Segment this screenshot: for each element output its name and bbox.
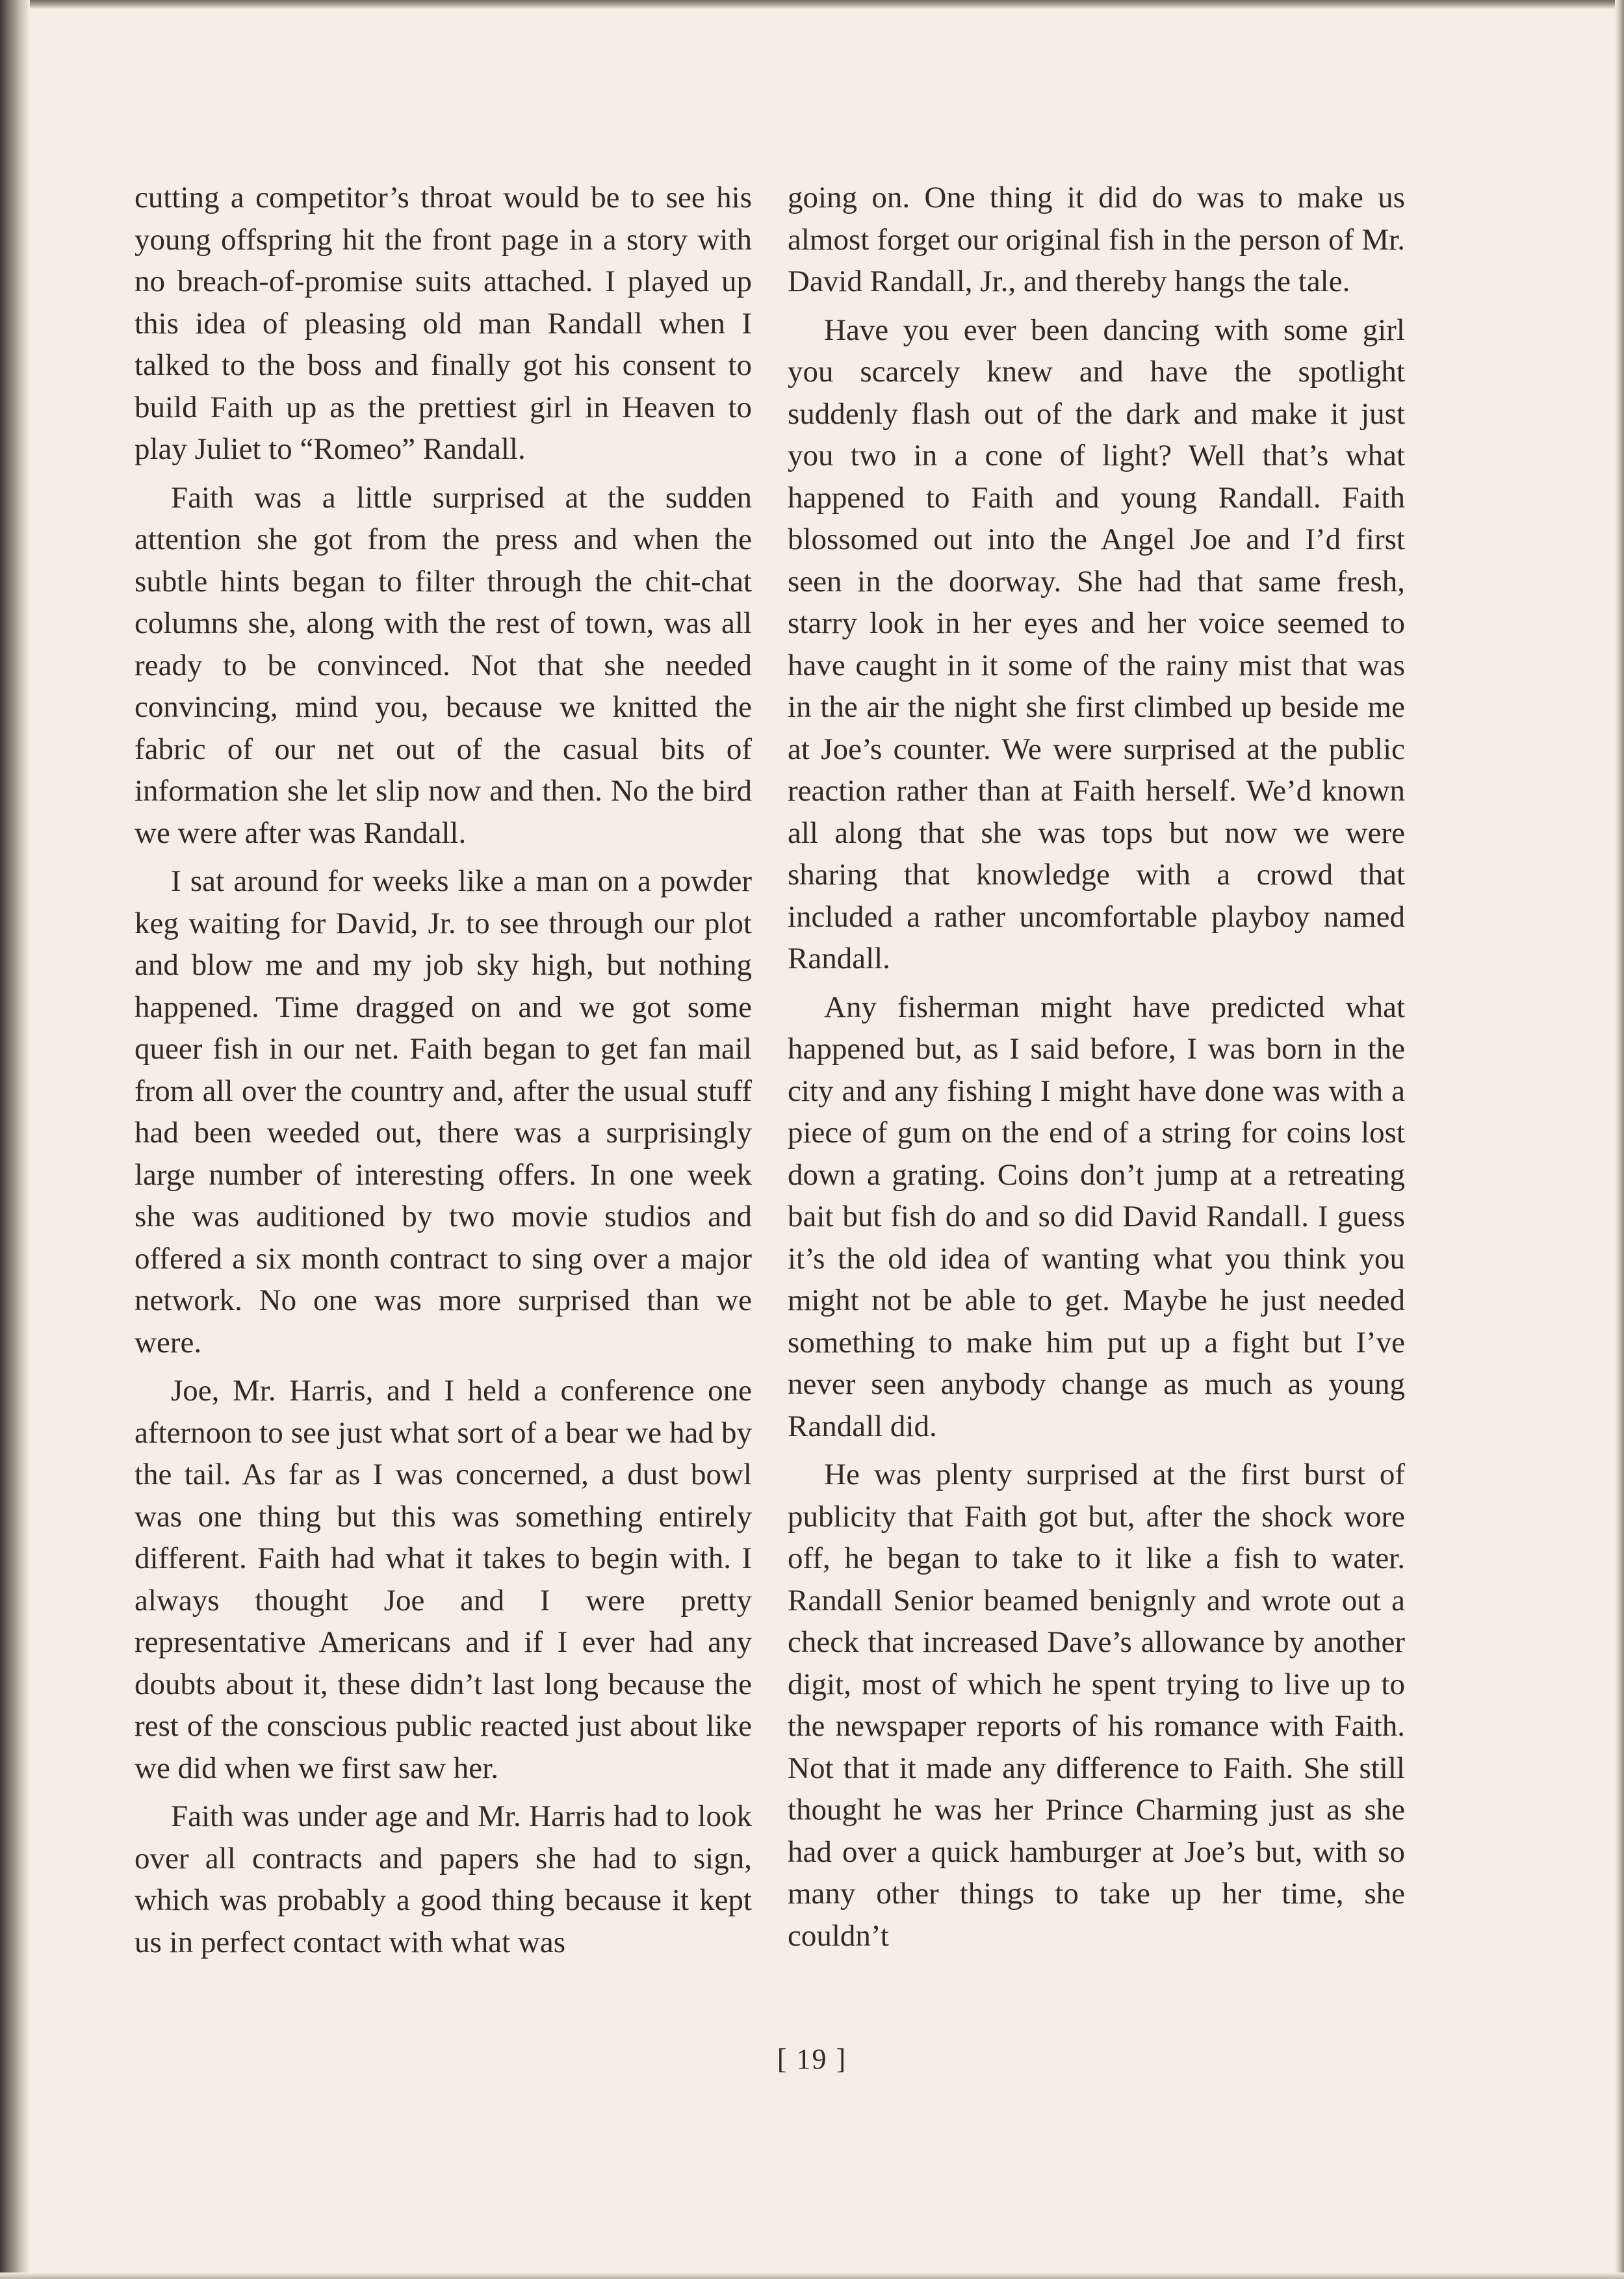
paragraph: Any fisherman might have predicted what happened but, as I said before, I was born in the city and any fishing I might have done was with a piece of gum on the end of a string for coins lost down a grating. Coins don’t jump at a retreating bait but fish do and so did David Randall. I guess it’s the old idea of wanting what you think you might not be able to get. Maybe he just needed something to make him put up a fight but I’ve never seen anybody change as much as young Randall did. <box>788 990 1405 1443</box>
paragraph: He was plenty surprised at the first burst of publicity that Faith got but, after the shock wore off, he began to take to it like a fish to water. Randall Senior beamed benignly and wrote out a check that increased Dave’s allowance by another digit, most of which he spent trying to live up to the newspaper reports of his romance with Faith. Not that it made any difference to Faith. She still thought he was her Prince Charming just as she had over a quick hamburger at Joe’s but, with so many other things to take up her time, she couldn’t <box>788 1458 1405 1953</box>
paragraph: I sat around for weeks like a man on a powder keg waiting for David, Jr. to see through our plot and blow me and my job sky high, but nothing happened. Time dragged on and we got some queer fish in our net. Faith began to get fan mail from all over the country and, after the usual stuff had been weeded out, there was a surprisingly large number of interesting offers. In one week she was auditioned by two movie studios and offered a six month contract to sing over a major network. No one was more surprised than we were. <box>135 864 752 1359</box>
paragraph: Faith was under age and Mr. Harris had to look over all contracts and papers she had to sign, which was probably a good thing because it kept us in perfect contact with what was <box>135 1799 752 1959</box>
paragraph: cutting a competitor’s throat would be to see his young offspring hit the front page in a story with no breach-of-promise suits attached. I played up this idea of pleasing old man Randall when I talked to the boss and finally got his consent to build Faith up as the prettiest girl in Heaven to play Juliet to “Romeo” Randall. <box>135 181 752 466</box>
page-bottom-edge <box>0 2273 1624 2279</box>
paragraph: Joe, Mr. Harris, and I held a conference one afternoon to see just what sort of a bear we had by the tail. As far as I was concerned, a dust bowl was one thing but this was something entirely different. Faith had what it takes to begin with. I always thought Joe and I were pretty representative Americans and if I ever had any doubts about it, these didn’t last long because the rest of the conscious public reacted just about like we did when we first saw her. <box>135 1374 752 1785</box>
right-text-column <box>788 177 1405 1957</box>
left-text-column <box>135 177 752 1963</box>
page-top-shadow <box>0 0 1624 9</box>
paragraph: Faith was a little surprised at the sudden attention she got from the press and when the subtle hints began to filter through the chit-chat columns she, along with the rest of town, was all ready to be convinced. Not that she needed convincing, mind you, because we knitted the fabric of our net out of the casual bits of information she let slip now and then. No the bird we were after was Randall. <box>135 480 752 850</box>
page-binding-shadow <box>0 0 30 2279</box>
paragraph: Have you ever been dancing with some girl you scarcely knew and have the spotlight suddenly flash out of the dark and make it just you two in a cone of light? Well that’s what happened to Faith and young Randall. Faith blossomed out into the Angel Joe and I’d first seen in the doorway. She had that same fresh, starry look in her eyes and her voice seemed to have caught in it some of the rainy mist that was in the air the night she first climbed up beside me at Joe’s counter. We were surprised at the public reaction rather than at Faith herself. We’d known all along that she was tops but now we were sharing that knowledge with a crowd that included a rather uncomfortable playboy named Randall. <box>788 313 1405 975</box>
paragraph: going on. One thing it did do was to make us almost forget our original fish in the person of Mr. David Randall, Jr., and thereby hangs the tale. <box>788 181 1405 298</box>
page-number: [ 19 ] <box>777 2043 847 2075</box>
page-right-edge <box>1615 0 1624 2279</box>
